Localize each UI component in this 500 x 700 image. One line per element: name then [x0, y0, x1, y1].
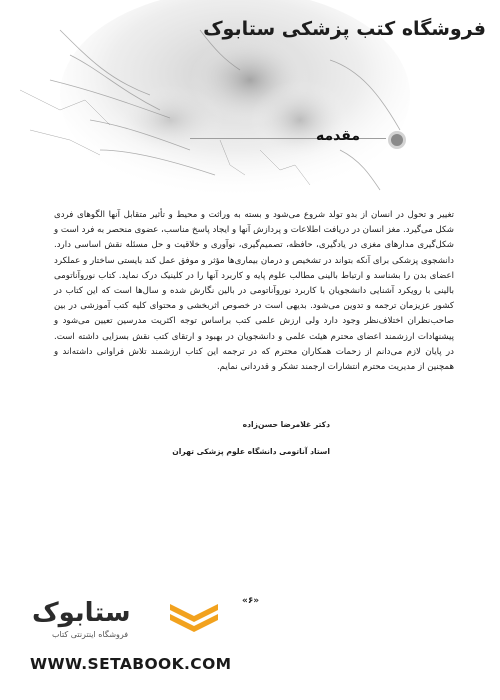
brand-logo-text: ستابوک: [32, 598, 131, 628]
brand-slogan: فروشگاه اینترنتی کتاب: [52, 630, 129, 639]
bullet-circle-icon: [388, 131, 406, 149]
section-heading: مقدمه: [316, 128, 360, 144]
author-signature: [160, 418, 330, 472]
website-url[interactable]: WWW.SETABOOK.COM: [30, 655, 232, 673]
introduction-text: [54, 208, 454, 375]
introduction-paragraph: تغییر و تحول در انسان از بدو تولد شروع می‌شود و بسته به وراثت و محیط و تأثیر متقابل آنها الگوهای فردی شکل می‌گیرد. مغز انسان در دریافت اطلاعات و پردازش آنها و ایجاد پاسخ مناسب، عضوی منحصر به فرد است و شکل‌گیری مدارهای مغزی در یادگیری، حافظه، تصمیم‌گیری، نوآوری و خلاقیت و حل مسئله نقش اساسی دارد. دانشجوی پزشکی برای آنکه بتواند در تشخیص و درمان بیماری‌ها مؤثر و موفق عمل کند بایستی ساختار و عملکرد اعضای بدن را بشناسد و ارتباط بالینی مطالب علوم پایه و کاربرد آنها را در کلینیک درک نماید. کتاب نوروآناتومی بالینی با رویکرد آشنایی دانشجویان با کاربرد نوروآناتومی در بالین نگارش شده و سال‌ها است که این کتاب در کشور عزیزمان ترجمه و تدوین می‌شود. بدیهی است در خصوص اثربخشی و محتوای کلیه کتب آموزشی در بین صاحب‌نظران اختلاف‌نظر وجود دارد ولی ارزش علمی کتب براساس توجه اکثریت مدرسین تعیین می‌شود و پیشنهادات ارزشمند اعضای محترم هیئت علمی و دانشجویان در بهبود و ارتقای کتب نقش بسزایی داشته است. در پایان لازم می‌دانم از زحمات همکاران محترم که در ترجمه این کتاب ارزشمند تلاش فراوانی داشته‌اند و همچنین از مدیریت محترم انتشارات ارجمند تشکر و قدردانی نمایم.: [54, 210, 454, 373]
author-position: استاد آناتومی دانشگاه علوم پزشکی تهران: [172, 447, 330, 456]
stacked-chevrons-icon: [166, 600, 222, 636]
page-number: «۶»: [242, 596, 260, 606]
store-title: فروشگاه کتب پزشکی ستابوک: [203, 18, 486, 40]
author-name: دکتر غلامرضا حسن‌زاده: [242, 420, 330, 429]
